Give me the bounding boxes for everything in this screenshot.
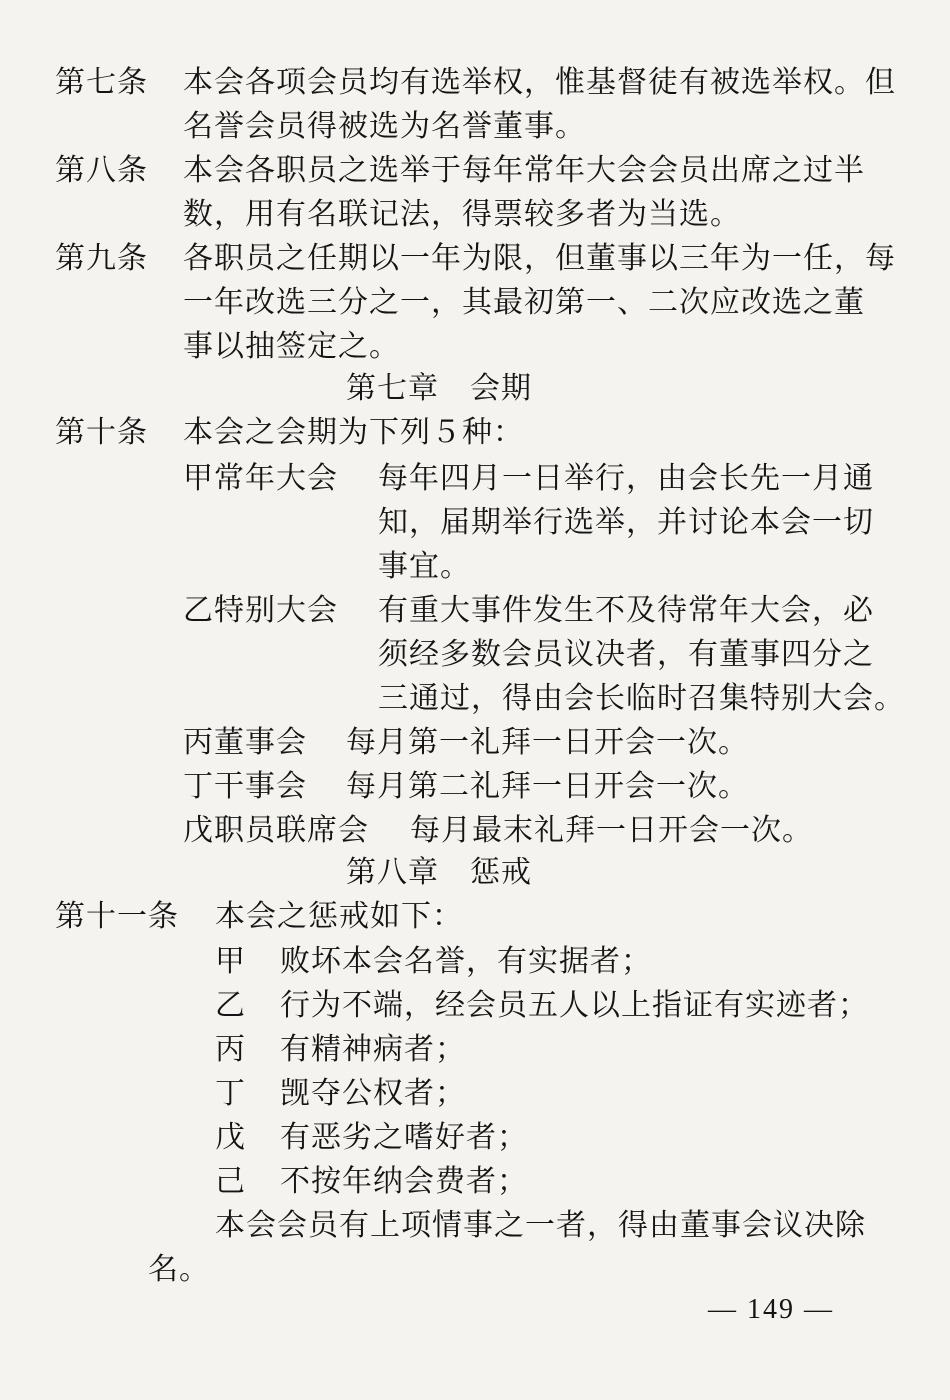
article-11-intro: 本会之惩戒如下：: [215, 899, 463, 934]
penalty-item-text: 败坏本会名誉，有实据者；: [280, 944, 652, 979]
meeting-type-text-line: 三通过，得由会长临时召集特别大会。: [378, 681, 905, 716]
penalty-item-text: 不按年纳会费者；: [280, 1164, 528, 1199]
article-10-label: 第十条: [55, 415, 148, 450]
penalty-item-mark: 丁: [215, 1076, 246, 1111]
article-9-label: 第九条: [55, 241, 148, 276]
penalty-item-mark: 戊: [215, 1120, 246, 1155]
penalty-item-text: 有精神病者；: [280, 1032, 466, 1067]
chapter-8-heading: 第八章 惩戒: [346, 855, 532, 890]
article-11-label: 第十一条: [55, 899, 179, 934]
penalty-item-text: 觊夺公权者；: [280, 1076, 466, 1111]
meeting-type-text-line: 事宜。: [378, 549, 471, 584]
meeting-type-label: 戊职员联席会: [183, 813, 369, 848]
meeting-type-text: 每月第二礼拜一日开会一次。: [346, 769, 749, 804]
article-9-text-line-1: 各职员之任期以一年为限，但董事以三年为一任，每: [183, 241, 896, 276]
article-7-text-line-2: 名誉会员得被选为名誉董事。: [183, 109, 586, 144]
meeting-type-label: 丙董事会: [183, 725, 307, 760]
penalty-item-mark: 甲: [215, 944, 246, 979]
article-11-closing-line-1: 本会会员有上项情事之一者，得由董事会议决除: [215, 1208, 866, 1243]
penalty-item-text: 行为不端，经会员五人以上指证有实迹者；: [280, 988, 869, 1023]
chapter-7-heading: 第七章 会期: [346, 371, 532, 406]
penalty-item-mark: 丙: [215, 1032, 246, 1067]
article-8-text-line-2: 数，用有名联记法，得票较多者为当选。: [183, 197, 741, 232]
meeting-type-text: 每月第一礼拜一日开会一次。: [346, 725, 749, 760]
article-9-text-line-3: 事以抽签定之。: [183, 329, 400, 364]
article-10-intro: 本会之会期为下列５种：: [183, 415, 524, 450]
article-9-text-line-2: 一年改选三分之一，其最初第一、二次应改选之董: [183, 285, 865, 320]
penalty-item-mark: 己: [215, 1164, 246, 1199]
meeting-type-label: 乙特别大会: [183, 593, 338, 628]
article-7-label: 第七条: [55, 65, 148, 100]
page-number: — 149 —: [708, 1294, 834, 1325]
meeting-type-text-line: 知，届期举行选举，并讨论本会一切: [378, 505, 874, 540]
meeting-type-label: 甲常年大会: [183, 461, 338, 496]
meeting-type-text-line: 每年四月一日举行，由会长先一月通: [378, 461, 874, 496]
meeting-type-text-line: 须经多数会员议决者，有董事四分之: [378, 637, 874, 672]
article-8-label: 第八条: [55, 153, 148, 188]
meeting-type-text-line: 有重大事件发生不及待常年大会，必: [378, 593, 874, 628]
penalty-item-mark: 乙: [215, 988, 246, 1023]
meeting-type-label: 丁干事会: [183, 769, 307, 804]
article-7-text-line-1: 本会各项会员均有选举权，惟基督徒有被选举权。但: [183, 65, 896, 100]
penalty-item-text: 有恶劣之嗜好者；: [280, 1120, 528, 1155]
article-8-text-line-1: 本会各职员之选举于每年常年大会会员出席之过半: [183, 153, 865, 188]
meeting-type-text: 每月最末礼拜一日开会一次。: [410, 813, 813, 848]
article-11-closing-line-2: 名。: [148, 1252, 210, 1287]
